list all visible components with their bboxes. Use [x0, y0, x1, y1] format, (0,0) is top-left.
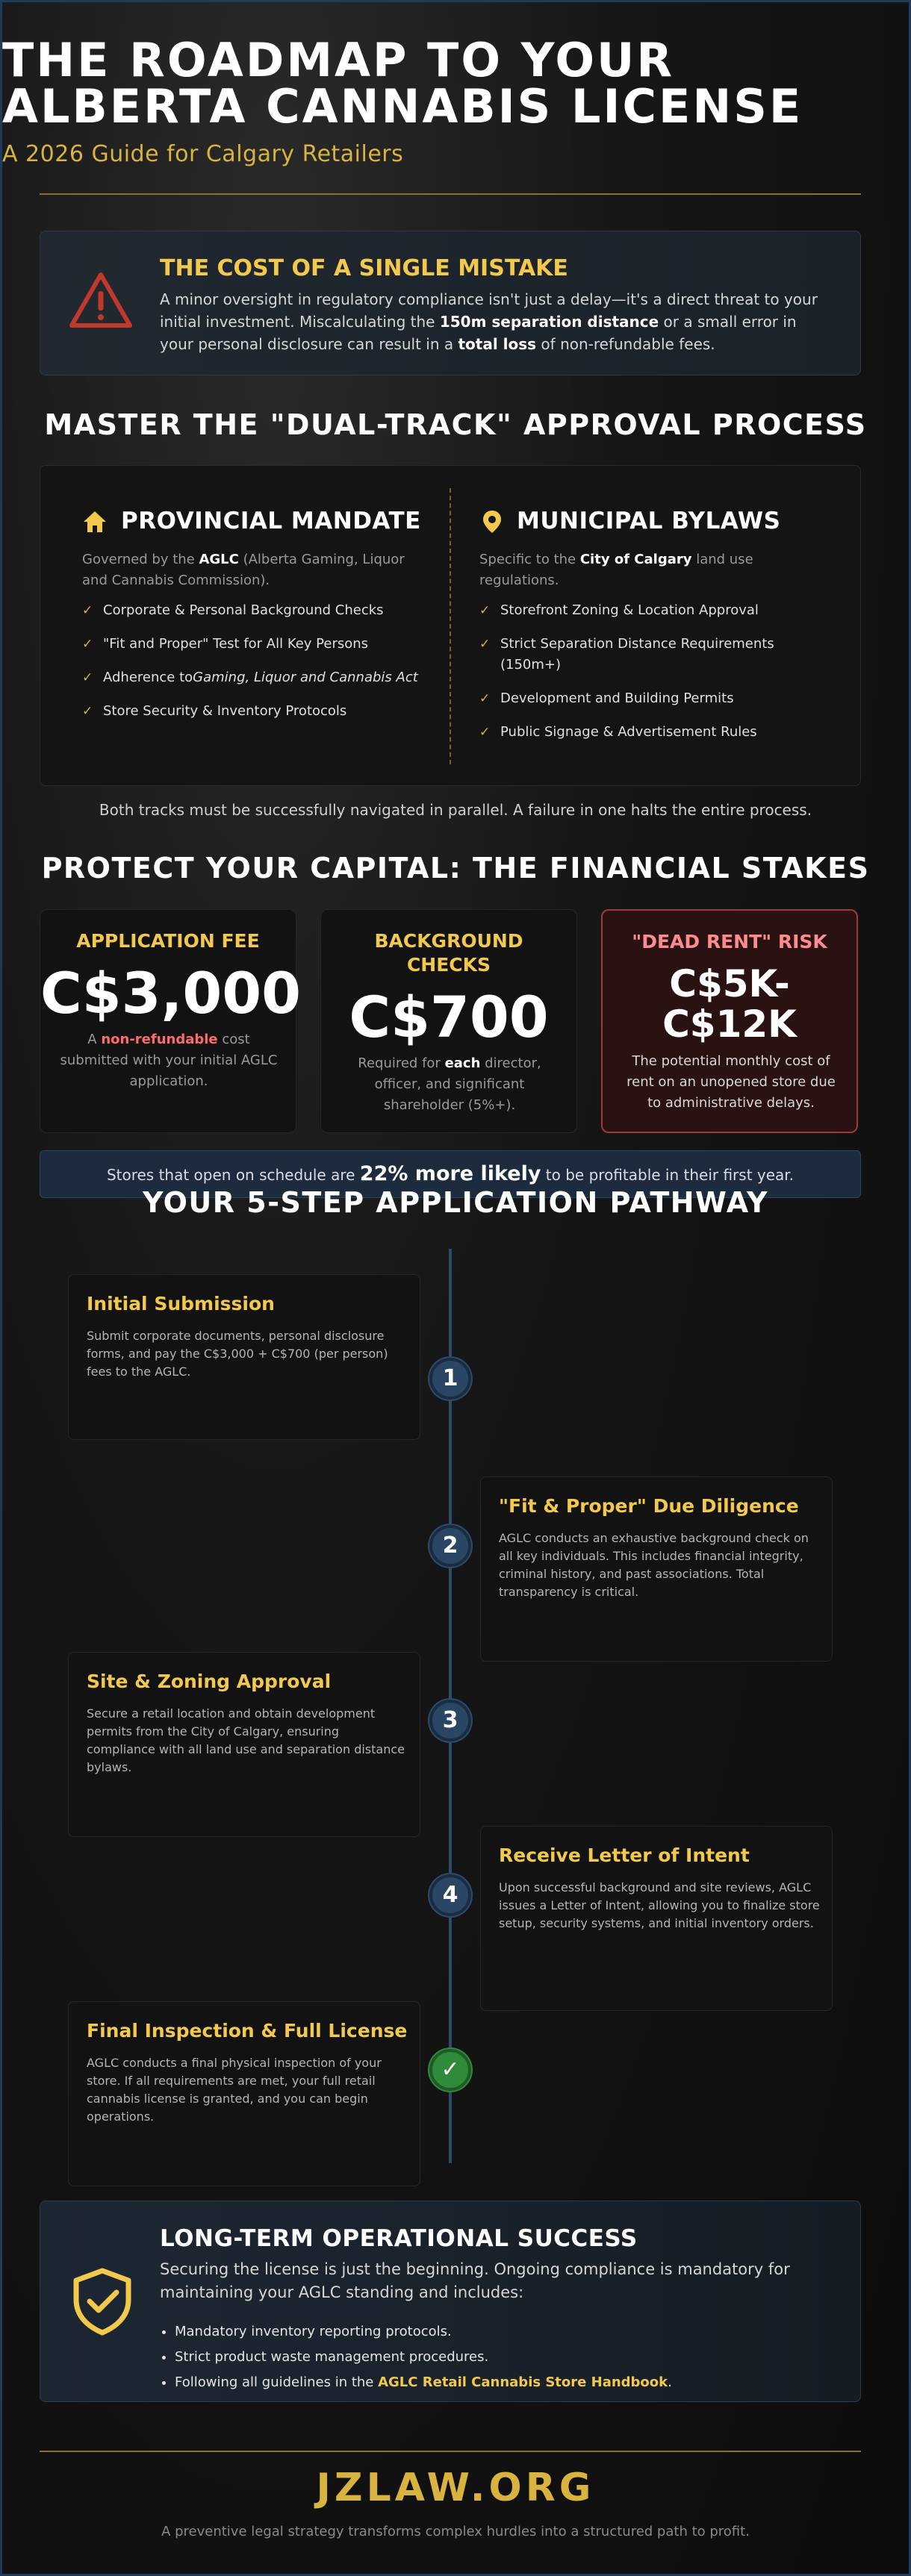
step-text: AGLC conducts a final physical inspection of your store. If all requirements are met, your full retail cannabis license is granted, and you can begin operations. — [87, 2056, 382, 2124]
list-item: ✓ Strict Separation Distance Requirements (150m+) — [479, 634, 830, 676]
step-card-3 — [68, 1652, 420, 1837]
handbook-highlight: AGLC Retail Cannabis Store Handbook — [378, 2374, 668, 2390]
step-text: AGLC conducts an exhaustive background check on all key individuals. This includes financial integrity, criminal history, and past associations. Total transparency is critical. — [499, 1531, 809, 1599]
page-subtitle: A 2026 Guide for Calgary Retailers — [2, 141, 404, 167]
card-note: The potential monthly cost of rent on an unopened store due to administrative delays. — [626, 1053, 836, 1111]
list-item: ✓ Development and Building Permits — [479, 688, 830, 709]
footer-divider — [40, 2451, 861, 2452]
provincial-column — [40, 466, 429, 785]
success-text: Securing the license is just the beginning. Ongoing compliance is mandatory for maintaining your AGLC standing and includes: — [160, 2260, 790, 2301]
financial-title: PROTECT YOUR CAPITAL: THE FINANCIAL STAKES — [41, 852, 870, 885]
step-title: Initial Submission — [87, 1293, 275, 1314]
total-loss-highlight: total loss — [458, 335, 537, 353]
list-item: ✓ Corporate & Personal Background Checks — [82, 600, 418, 621]
list-item: • Strict product waste management procedures. — [175, 2345, 832, 2370]
list-item: ✓ Storefront Zoning & Location Approval — [479, 600, 830, 621]
step-card-2 — [480, 1476, 833, 1662]
step-title: Receive Letter of Intent — [499, 1844, 750, 1866]
card-label: BACKGROUND — [374, 930, 523, 952]
check-icon: ✓ — [82, 704, 93, 719]
step-text: Submit corporate documents, personal disclosure forms, and pay the C$3,000 + C$700 (per person) fees to the AGLC. — [87, 1329, 388, 1379]
step-number-2: 2 — [429, 1525, 471, 1567]
header-divider — [40, 193, 861, 195]
step-number-1: 1 — [429, 1358, 471, 1400]
background-checks-card — [320, 909, 577, 1133]
card-value: C$12K — [662, 1002, 797, 1046]
pathway-title: YOUR 5-STEP APPLICATION PATHWAY — [142, 1186, 769, 1219]
check-icon: ✓ — [479, 637, 491, 652]
step-title: Final Inspection & Full License — [87, 2020, 408, 2042]
municipal-title: MUNICIPAL BYLAWS — [517, 508, 781, 534]
cost-warning-box — [40, 231, 861, 375]
check-icon: ✓ — [479, 603, 491, 618]
provincial-desc: Governed by the AGLC (Alberta Gaming, Liquor and Cannabis Commission). — [82, 552, 405, 588]
card-label: CHECKS — [406, 954, 491, 976]
step-card-1 — [68, 1274, 420, 1440]
list-item: ✓ "Fit and Proper" Test for All Key Persons — [82, 634, 418, 655]
footer-tagline: A preventive legal strategy transforms complex hurdles into a structured path to profit. — [161, 2524, 750, 2539]
operational-success-box — [40, 2201, 861, 2402]
step-title: "Fit & Proper" Due Diligence — [499, 1495, 799, 1517]
check-icon: ✓ — [82, 670, 93, 685]
list-item: ✓ Store Security & Inventory Protocols — [82, 701, 418, 722]
step-text: Secure a retail location and obtain development permits from the City of Calgary, ensuring compliance with all land use and separation distance bylaws. — [87, 1706, 405, 1774]
warning-triangle-icon — [67, 270, 134, 330]
card-value: C$5K- — [669, 962, 790, 1005]
check-icon: ✓ — [479, 725, 491, 740]
step-complete-check-icon: ✓ — [429, 2049, 471, 2091]
step-number-4: 4 — [429, 1874, 471, 1916]
check-icon: ✓ — [82, 637, 93, 652]
dual-track-panel — [40, 465, 861, 786]
list-item: ✓ Public Signage & Advertisement Rules — [479, 722, 830, 743]
dual-track-title: MASTER THE "DUAL-TRACK" APPROVAL PROCESS — [44, 408, 867, 441]
cost-title: THE COST OF A SINGLE MISTAKE — [160, 255, 568, 281]
dual-track-note: Both tracks must be successfully navigated in parallel. A failure in one halts the entire process. — [99, 801, 812, 819]
list-item: ✓ Adherence toGaming, Liquor and Cannabis Act — [82, 667, 418, 688]
card-note: Required for each director, officer, and significant shareholder (5%+). — [358, 1055, 541, 1113]
step-number-3: 3 — [429, 1700, 471, 1741]
application-fee-card — [40, 909, 302, 1133]
list-item: • Following all guidelines in the AGLC Retail Cannabis Store Handbook. — [175, 2370, 832, 2395]
municipal-list — [479, 600, 830, 755]
step-card-5 — [68, 2001, 420, 2186]
check-icon: ✓ — [479, 691, 491, 706]
card-note: A non-refundable cost submitted with your initial AGLC application. — [60, 1032, 278, 1089]
success-title: LONG-TERM OPERATIONAL SUCCESS — [160, 2225, 638, 2252]
step-card-4 — [480, 1826, 833, 2011]
card-label: "DEAD RENT" RISK — [632, 931, 827, 952]
card-value: C$700 — [349, 984, 549, 1050]
municipal-column — [438, 466, 826, 785]
card-label: APPLICATION FEE — [76, 930, 260, 952]
page-title-line-1: THE ROADMAP TO YOUR — [2, 33, 675, 87]
dead-rent-risk-card — [601, 909, 858, 1133]
cost-text: A minor oversight in regulatory compliance isn't just a delay—it's a direct threat to your initial investment. Miscalculating the 150m separation distance or a small error in your personal disclosure can result in a total loss of non-refundable fees. — [160, 290, 818, 353]
check-icon: ✓ — [82, 603, 93, 618]
page-title-line-2: ALBERTA CANNABIS LICENSE — [2, 79, 803, 134]
separation-distance-highlight: 150m separation distance — [439, 313, 659, 331]
profitability-banner: Stores that open on schedule are 22% more likely to be profitable in their first year. — [40, 1150, 861, 1198]
list-item: • Mandatory inventory reporting protocols. — [175, 2319, 832, 2345]
shield-check-icon — [70, 2267, 134, 2336]
map-pin-icon — [479, 509, 505, 534]
footer-logo: JZLAW.ORG — [316, 2466, 595, 2510]
municipal-desc: Specific to the City of Calgary land use regulations. — [479, 552, 753, 588]
provincial-title: PROVINCIAL MANDATE — [121, 508, 421, 534]
provincial-list — [82, 600, 418, 735]
step-title: Site & Zoning Approval — [87, 1671, 332, 1692]
step-text: Upon successful background and site reviews, AGLC issues a Letter of Intent, allowing you to finalize store setup, security systems, and initial inventory orders. — [499, 1880, 820, 1930]
success-list — [175, 2319, 832, 2395]
card-value: C$3,000 — [40, 960, 302, 1026]
home-icon — [82, 509, 108, 534]
